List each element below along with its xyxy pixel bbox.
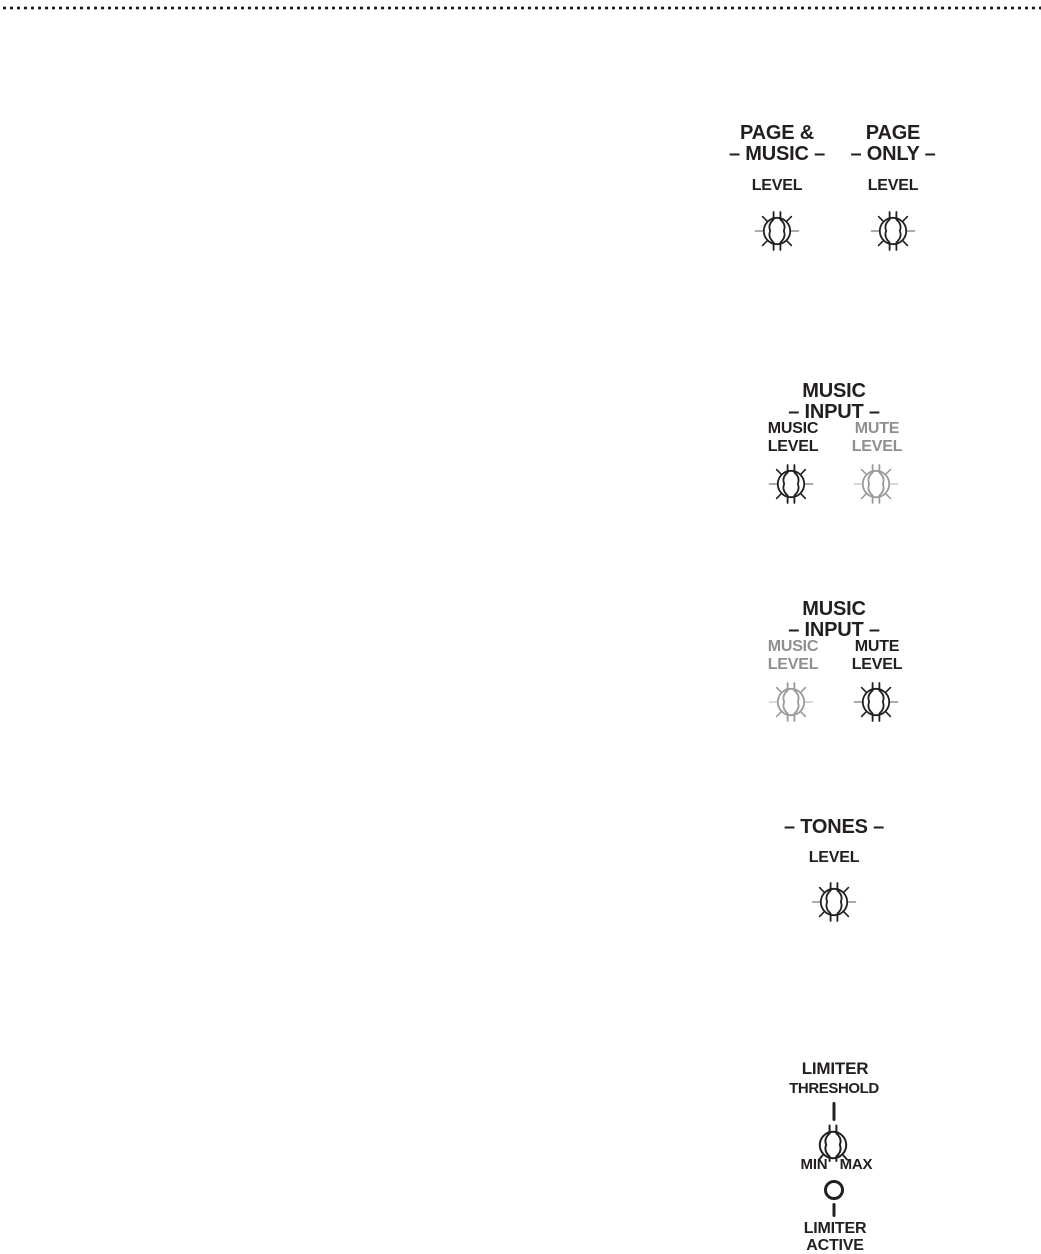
tones-level-label: LEVEL [808,849,860,866]
music-level-label-dimmed: MUSIC LEVEL [767,638,819,673]
dotted-separator [0,5,1041,11]
page-only-level-knob-icon [869,207,917,255]
limiter-title: LIMITER [801,1059,869,1078]
music-level-label: MUSIC LEVEL [767,420,819,455]
mute-level-knob-icon-dimmed [852,460,900,508]
mute-level-label: MUTE LEVEL [851,638,903,673]
limiter-max-label: MAX [839,1156,873,1173]
limiter-active-led-icon [824,1180,844,1200]
limiter-threshold-label: THRESHOLD [789,1080,879,1097]
limiter-pointer-line-top [833,1102,836,1121]
page-only-section-title: PAGE – ONLY – [850,122,936,165]
limiter-active-label: LIMITER ACTIVE [803,1220,867,1254]
tones-section-title: – TONES – [783,816,885,838]
limiter-pointer-line-bottom [833,1203,836,1217]
mute-level-knob-icon [852,678,900,726]
limiter-min-label: MIN [800,1156,828,1173]
music-level-knob-icon-dimmed [767,678,815,726]
mute-level-label-dimmed: MUTE LEVEL [851,420,903,455]
page-music-section-title: PAGE & – MUSIC – [728,122,826,165]
page-music-level-label: LEVEL [751,177,803,194]
page-only-level-label: LEVEL [867,177,919,194]
tones-level-knob-icon [810,878,858,926]
page-music-level-knob-icon [753,207,801,255]
music-input-top-section-title: MUSIC – INPUT – [788,380,880,423]
music-level-knob-icon [767,460,815,508]
music-input-bottom-section-title: MUSIC – INPUT – [788,598,880,641]
